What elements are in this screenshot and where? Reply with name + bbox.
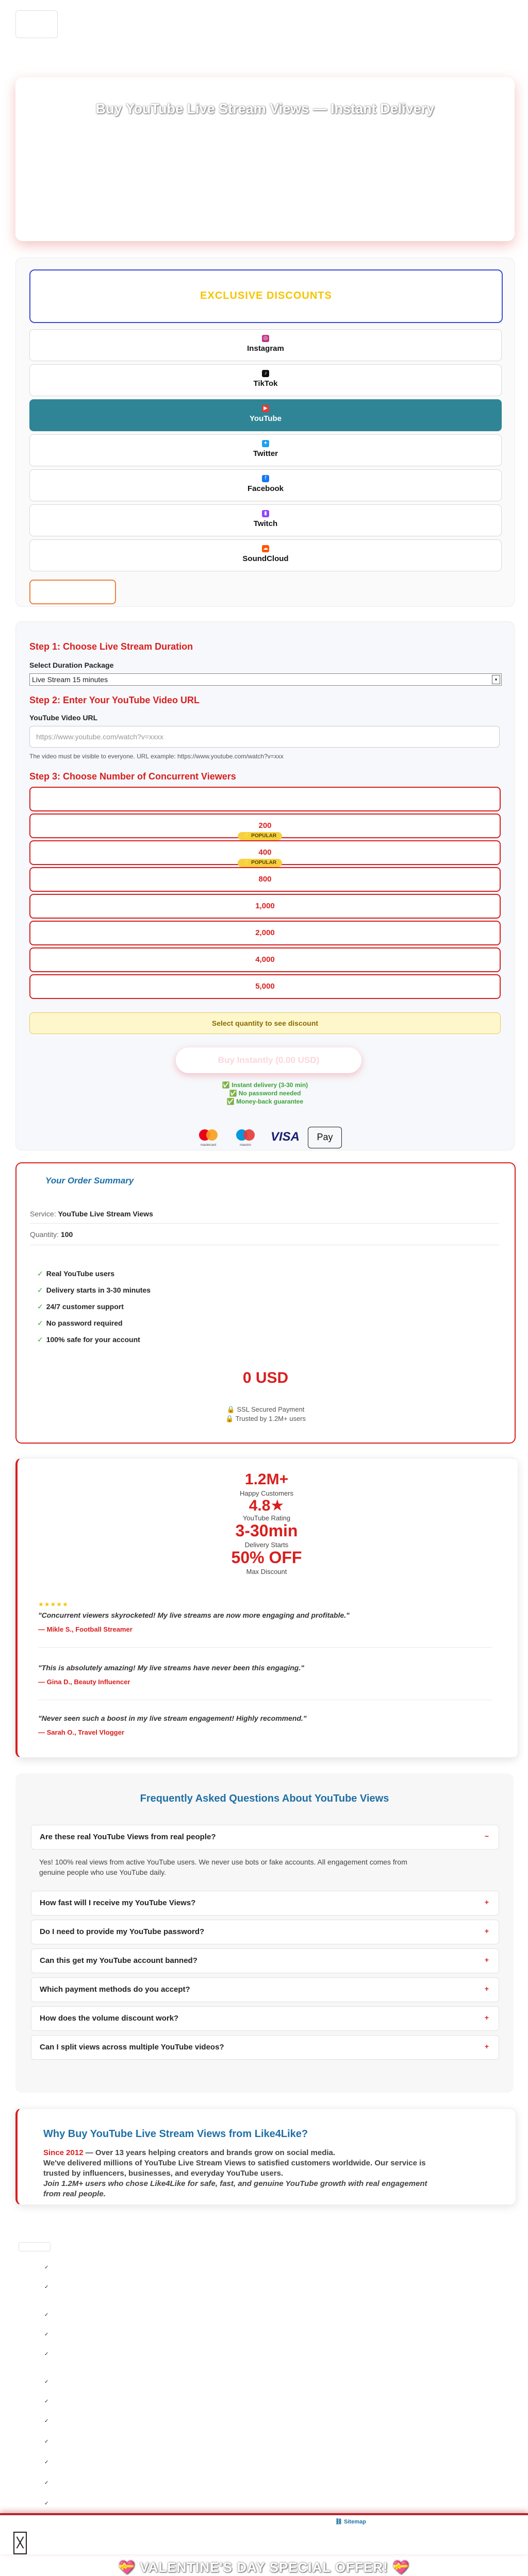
check-icon: ✓ [37,1286,43,1294]
review-quote: "Concurrent viewers skyrocketed! My live streams are now more engaging and profitable." [38,1611,350,1619]
check-icon: ✓ [37,1319,43,1327]
secure-line: 🔒 SSL Secured Payment [226,1405,305,1413]
footer-bar [0,2513,528,2554]
faq-answer-line: Yes! 100% real views from active YouTube users. We never use bots or fake accounts. All engagement comes from [39,1858,407,1866]
review-author: — Mikle S., Football Streamer [38,1625,133,1633]
review-author: — Gina D., Beauty Influencer [38,1678,130,1686]
applepay-logo [308,1127,342,1148]
faq-question-text: Are these real YouTube Views from real people? [40,1833,216,1841]
review-quote: "This is absolutely amazing! My live streams have never been this engaging." [38,1664,304,1672]
check-icon: ✓ [44,2399,49,2404]
discounts-panel [15,258,515,607]
youtube-icon: ▶ [262,405,269,412]
expand-icon: + [484,1927,489,1935]
guarantee-line: ✅ Instant delivery (3-30 min) [222,1081,308,1089]
valentine-banner[interactable]: 💝 VALENTINE'S DAY SPECIAL OFFER! 💝 [118,2560,410,2575]
check-icon: ✓ [44,2379,49,2385]
faq-question-text: Can this get my YouTube account banned? [40,1956,197,1965]
popular-badge: ⭐ POPULAR [238,832,282,840]
stat-value: 3-30min [235,1521,298,1540]
feature-item: ✓ 24/7 customer support [37,1302,124,1311]
exclusive-discounts-header [29,269,503,323]
check-icon: ✓ [44,2418,49,2424]
quantity-option[interactable]: 400 [29,840,501,865]
review-card [38,1611,492,1633]
platform-soundcloud[interactable] [29,539,502,571]
guarantee-line: ✅ No password needed [229,1090,301,1097]
feature-item: ✓ 100% safe for your account [37,1335,140,1344]
step2-title: Step 2: Enter Your YouTube Video URL [29,695,200,705]
stat-value: 4.8★ [249,1497,285,1514]
facebook-icon: f [262,475,269,482]
quantity-option[interactable]: 800 [29,867,501,892]
expand-icon: + [484,2013,489,2022]
review-card [38,1714,492,1736]
check-icon: ✓ [44,2439,49,2445]
faq-answer-line: genuine people who use YouTube daily. [39,1868,166,1876]
collapse-icon: − [484,1832,489,1840]
faq-question[interactable] [31,1825,499,1850]
discount-hint: Select quantity to see discount [29,1012,501,1034]
platform-label: TikTok [253,379,278,388]
platform-instagram[interactable] [29,329,502,361]
check-icon: ✓ [44,2265,49,2270]
summary-title: Your Order Summary [45,1176,134,1185]
check-icon: ✓ [44,2480,49,2486]
check-icon: ✓ [44,2351,49,2357]
faq-question-text: Can I split views across multiple YouTube videos? [40,2043,224,2052]
faq-question-text: How fast will I receive my YouTube Views? [40,1899,196,1907]
tiktok-icon: ♪ [262,370,269,377]
stat-value: 50% OFF [231,1548,302,1567]
why-line: from real people. [43,2190,106,2198]
why-title: Why Buy YouTube Live Stream Views from Like4Like? [43,2128,308,2140]
duration-label: Select Duration Package [29,661,114,669]
stat-value: 1.2M+ [244,1471,289,1488]
sitemap-icon: ⛓ [335,2519,344,2525]
faq-question-text: Do I need to provide my YouTube password? [40,1927,205,1936]
why-line: Join 1.2M+ users who chose Like4Like for safe, fast, and genuine YouTube growth with real engagement [43,2179,427,2188]
step3-title: Step 3: Choose Number of Concurrent Viewers [29,771,236,782]
page-title: Buy YouTube Live Stream Views — Instant Delivery [95,101,435,116]
quantity-option[interactable]: 1,000 [29,894,501,919]
why-line: We've delivered millions of YouTube Live Stream Views to satisfied customers worldwide. Our service is [43,2159,426,2167]
why-line: Since 2012 — Over 13 years helping creators and brands grow on social media. [43,2148,336,2157]
soundcloud-icon: ☁ [263,546,268,551]
quantity-option[interactable]: 2,000 [29,921,501,945]
review-author: — Sarah O., Travel Vlogger [38,1728,124,1736]
stat-label: Max Discount [246,1568,287,1575]
chevron-down-icon: ▾ [492,675,500,684]
feature-item: ✓ Real YouTube users [37,1269,114,1278]
expand-icon: + [484,1956,489,1964]
check-icon: ✓ [37,1302,43,1311]
quantity-option[interactable] [29,787,501,811]
exclusive-discounts-label: EXCLUSIVE DISCOUNTS [200,290,332,301]
stat-label: Delivery Starts [244,1541,289,1549]
platform-tiktok[interactable] [29,364,502,396]
secure-line: 🔒 Trusted by 1.2M+ users [225,1415,306,1422]
divider [38,1647,492,1648]
order-form [15,621,515,1150]
review-card [38,1664,492,1686]
why-section [15,2108,516,2205]
check-icon: ✓ [44,2284,49,2290]
duration-value: Live Stream 15 minutes [32,675,108,684]
faq-question[interactable] [31,1977,499,2002]
faq-question[interactable] [31,1948,499,1973]
summary-quantity [30,1230,73,1239]
order-total: 0 USD [242,1369,289,1386]
platform-label: YouTube [250,414,282,423]
quantity-option[interactable]: 5,000 [29,974,501,999]
quantity-option[interactable]: 4,000 [29,947,501,972]
twitch-icon: ▮ [262,510,269,517]
platform-youtube[interactable] [29,399,502,431]
duration-select[interactable] [29,673,502,686]
faq-question[interactable] [31,2006,499,2031]
check-icon: ✓ [44,2460,49,2465]
quantity-key: Quantity: [30,1230,59,1239]
check-icon: ✓ [44,2332,49,2337]
applepay-label: Pay [317,1132,333,1142]
check-icon: ✓ [37,1269,43,1278]
platform-label: SoundCloud [242,554,289,563]
why-line: trusted by influencers, businesses, and everyday YouTube users. [43,2169,284,2178]
hero-card [15,77,515,241]
platform-twitter[interactable] [29,434,502,466]
service-value: YouTube Live Stream Views [58,1210,153,1218]
visa-logo: VISA [270,1130,300,1144]
svg-text:maestro: maestro [240,1144,251,1147]
twitter-icon: ✦ [262,440,269,447]
feature-item: ✓ No password required [37,1319,123,1327]
divider [30,1223,499,1224]
faq-question-text: How does the volume discount work? [40,2014,179,2023]
rating-stars: ★★★★★ [38,1601,69,1608]
url-placeholder: https://www.youtube.com/watch?v=xxxx [36,733,164,741]
quantity-value: 100 [60,1230,73,1239]
maestro-logo [232,1127,259,1147]
faq-question[interactable] [31,2035,499,2060]
check-icon: ✓ [37,1335,43,1344]
svg-text:mastercard: mastercard [200,1144,217,1147]
video-url-input[interactable] [29,726,500,748]
order-summary [15,1162,516,1444]
expand-icon: + [484,1898,489,1906]
step1-title: Step 1: Choose Live Stream Duration [29,641,193,652]
url-hint: The video must be visible to everyone. URL example: https://www.youtube.com/watch?v=xxx [29,753,284,760]
broken-image-icon [13,2532,27,2554]
check-icon: ✓ [44,2312,49,2318]
mastercard-logo [194,1127,222,1147]
platform-facebook[interactable] [29,469,502,501]
platform-label: Twitch [253,519,278,528]
expand-icon: + [484,2042,489,2050]
popular-badge: ⭐ POPULAR [238,859,282,867]
logo-placeholder[interactable] [15,10,58,38]
feature-item: ✓ Delivery starts in 3-30 minutes [37,1286,151,1294]
summary-service [30,1210,153,1218]
faq-question[interactable] [31,1920,499,1944]
stat-label: YouTube Rating [242,1514,291,1522]
faq-question-text: Which payment methods do you accept? [40,1985,190,1994]
faq-question[interactable] [31,1891,499,1916]
checklist-header-box [19,2242,51,2251]
service-key: Service: [30,1210,56,1218]
platform-twitch[interactable] [29,504,502,536]
more-platforms-button[interactable] [29,580,116,604]
sitemap-link[interactable]: ⛓ Sitemap [335,2519,366,2525]
instagram-icon: ◎ [262,335,269,342]
quantity-option[interactable]: 200 [29,814,501,838]
buy-button[interactable]: Buy Instantly (0.00 USD) [176,1047,361,1073]
stats-and-reviews [15,1458,518,1758]
check-icon: ✓ [44,2501,49,2506]
guarantee-line: ✅ Money-back guarantee [226,1098,304,1105]
url-label: YouTube Video URL [29,714,98,722]
stat-label: Happy Customers [239,1489,294,1497]
platform-label: Instagram [247,344,284,353]
platform-label: Facebook [247,484,284,493]
platform-label: Twitter [253,449,278,458]
review-quote: "Never seen such a boost in my live stream engagement! Highly recommend." [38,1714,307,1722]
faq-title: Frequently Asked Questions About YouTube Views [140,1793,389,1804]
faq-section [15,1773,514,2093]
expand-icon: + [484,1985,489,1993]
